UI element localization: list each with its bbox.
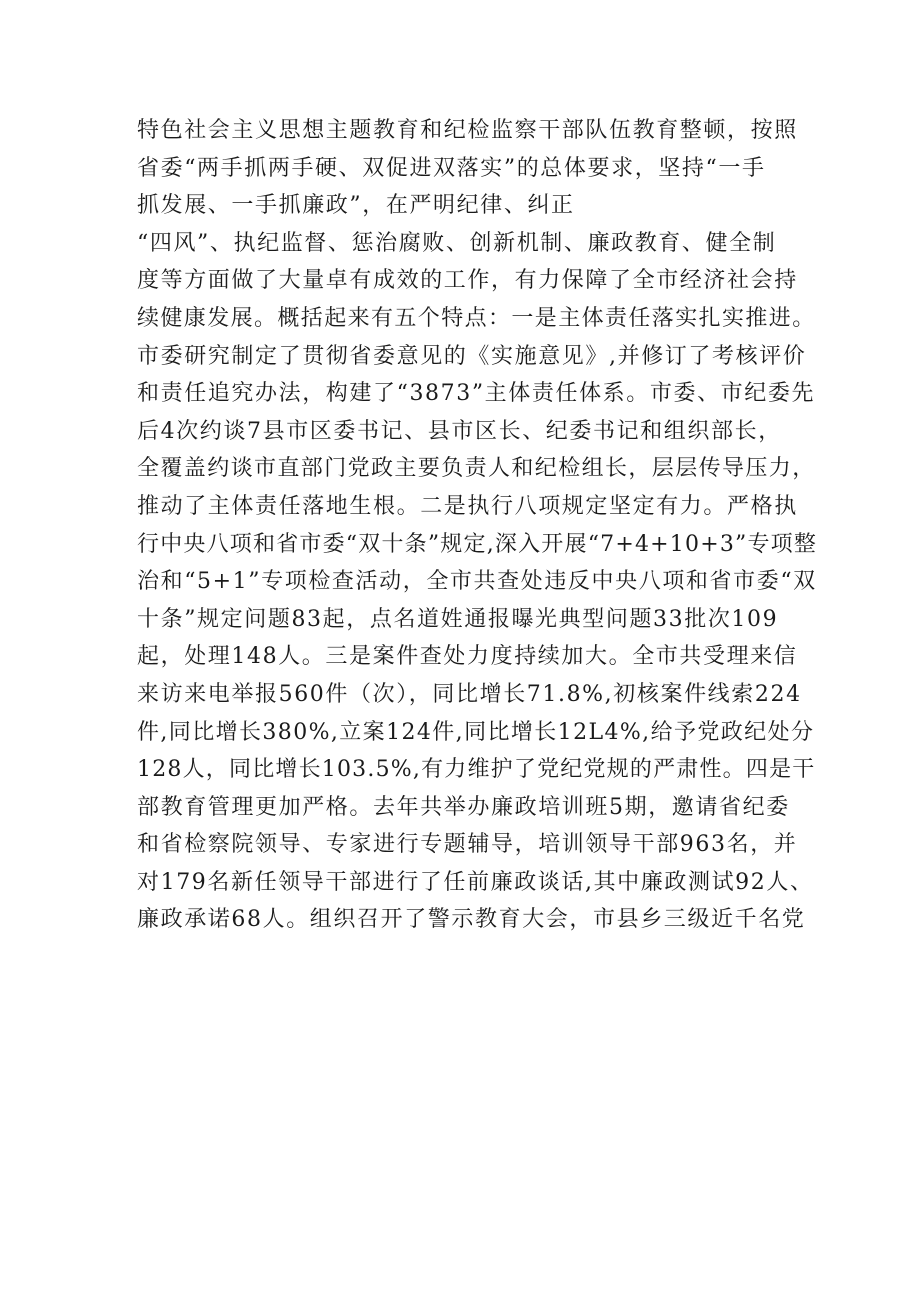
text-line: 特色社会主义思想主题教育和纪检监察干部队伍教育整顿，按照: [137, 118, 798, 143]
text-line: 来访来电举报560件（次），同比增长71.8%,初核案件线索224: [137, 681, 802, 707]
text-line: 和省检察院领导、专家进行专题辅导，培训领导干部963名，并: [137, 832, 798, 858]
text-line: “四风”、执纪监督、惩治腐败、创新机制、廉政教育、健全制: [137, 230, 777, 256]
text-line: 件,同比增长380%,立案124件,同比增长12L4%,给予党政纪处分: [137, 719, 815, 745]
text-line: 和责任追究办法，构建了“3873”主体责任体系。市委、市纪委先: [137, 381, 816, 407]
text-line: 省委“两手抓两手硬、双促进双落实”的总体要求，坚持“一手: [137, 155, 766, 181]
text-line: 廉政承诺68人。组织召开了警示教育大会，市县乡三级近千名党: [137, 907, 806, 933]
text-line: 后4次约谈7县市区委书记、县市区长、纪委书记和组织部长，: [137, 418, 782, 444]
text-line: 部教育管理更加严格。去年共举办廉政培训班5期，邀请省纪委: [137, 794, 790, 820]
text-line: 行中央八项和省市委“双十条”规定,深入开展“7+4+10+3”专项整: [137, 531, 818, 557]
text-line: 续健康发展。概括起来有五个特点：一是主体责任落实扎实推进。: [137, 305, 816, 331]
text-line: 推动了主体责任落地生根。二是执行八项规定坚定有力。严格执: [137, 493, 798, 519]
text-line: 对179名新任领导干部进行了任前廉政谈话,其中廉政测试92人、: [137, 869, 814, 895]
text-line: 市委研究制定了贯彻省委意见的《实施意见》,并修订了考核评价: [137, 343, 807, 369]
text-line: 度等方面做了大量卓有成效的工作，有力保障了全市经济社会持: [137, 268, 798, 294]
text-line: 抓发展、一手抓廉政”，在严明纪律、纠正: [137, 193, 575, 219]
body-text: [137, 112, 817, 939]
text-line: 128人，同比增长103.5%,有力维护了党纪党规的严肃性。四是干: [137, 757, 816, 783]
text-line: 全覆盖约谈市直部门党政主要负责人和纪检组长，层层传导压力，: [137, 456, 816, 482]
text-line: 十条”规定问题83起，点名道姓通报曝光典型问题33批次109: [137, 606, 779, 632]
text-line: 起，处理148人。三是案件查处力度持续加大。全市共受理来信: [137, 644, 798, 670]
text-line: 治和“5+1”专项检查活动，全市共查处违反中央八项和省市委“双: [137, 569, 817, 595]
